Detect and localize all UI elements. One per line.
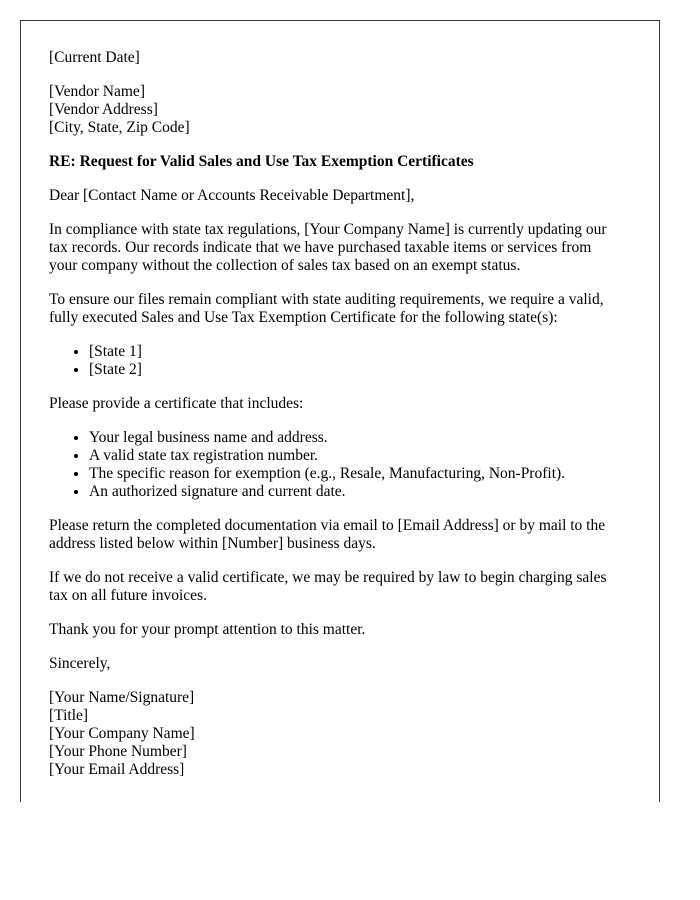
paragraph-line: tax records. Our records indicate that we have purchased taxable items or services from: [49, 239, 592, 256]
requirements-intro: Please provide a certificate that includes:: [49, 395, 304, 412]
paragraph-line: your company without the collection of sales tax based on an exempt status.: [49, 257, 521, 274]
letter-date: [49, 49, 635, 67]
paragraph-line: address listed below within [Number] business days.: [49, 535, 376, 552]
list-item: • A valid state tax registration number.: [89, 447, 635, 465]
vendor-address: [Vendor Address]: [49, 101, 158, 118]
list-item: • [State 1]: [89, 343, 635, 361]
salutation-text: Dear [Contact Name or Accounts Receivable Department],: [49, 187, 415, 204]
signature-title: [Title]: [49, 707, 89, 724]
paragraph-requirement: [49, 291, 635, 327]
paragraph-line: To ensure our files remain compliant with state auditing requirements, we require a valid,: [49, 291, 604, 308]
list-item: • The specific reason for exemption (e.g., Resale, Manufacturing, Non-Profit).: [89, 465, 635, 483]
signature-phone: [Your Phone Number]: [49, 743, 187, 760]
letter-subject: [49, 153, 635, 171]
letter-page: [20, 20, 660, 802]
paragraph-line: tax on all future invoices.: [49, 587, 207, 604]
signature-block: [49, 689, 635, 779]
paragraph-line: If we do not receive a valid certificate, we may be required by law to begin charging sales: [49, 569, 607, 586]
requirements-list: [49, 429, 635, 501]
list-item: • Your legal business name and address.: [89, 429, 635, 447]
paragraph-compliance: [49, 221, 635, 275]
date-text: [Current Date]: [49, 49, 140, 66]
signature-email: [Your Email Address]: [49, 761, 185, 778]
salutation: [49, 187, 635, 205]
signature-name: [Your Name/Signature]: [49, 689, 195, 706]
paragraph-line: In compliance with state tax regulations, [Your Company Name] is currently updating our: [49, 221, 607, 238]
states-list: [49, 343, 635, 379]
list-item: • An authorized signature and current date.: [89, 483, 635, 501]
vendor-name: [Vendor Name]: [49, 83, 145, 100]
thanks-line: Thank you for your prompt attention to this matter.: [49, 621, 366, 638]
paragraph-warning: [49, 569, 635, 605]
paragraph-line: fully executed Sales and Use Tax Exemption Certificate for the following state(s):: [49, 309, 558, 326]
paragraph-line: Please return the completed documentation via email to [Email Address] or by mail to the: [49, 517, 606, 534]
signature-company: [Your Company Name]: [49, 725, 195, 742]
paragraph-return: [49, 517, 635, 553]
list-item: • [State 2]: [89, 361, 635, 379]
vendor-city-state-zip: [City, State, Zip Code]: [49, 119, 190, 136]
vendor-address-block: [49, 83, 635, 137]
closing-line: Sincerely,: [49, 655, 111, 672]
subject-text: RE: Request for Valid Sales and Use Tax Exemption Certificates: [49, 153, 474, 170]
